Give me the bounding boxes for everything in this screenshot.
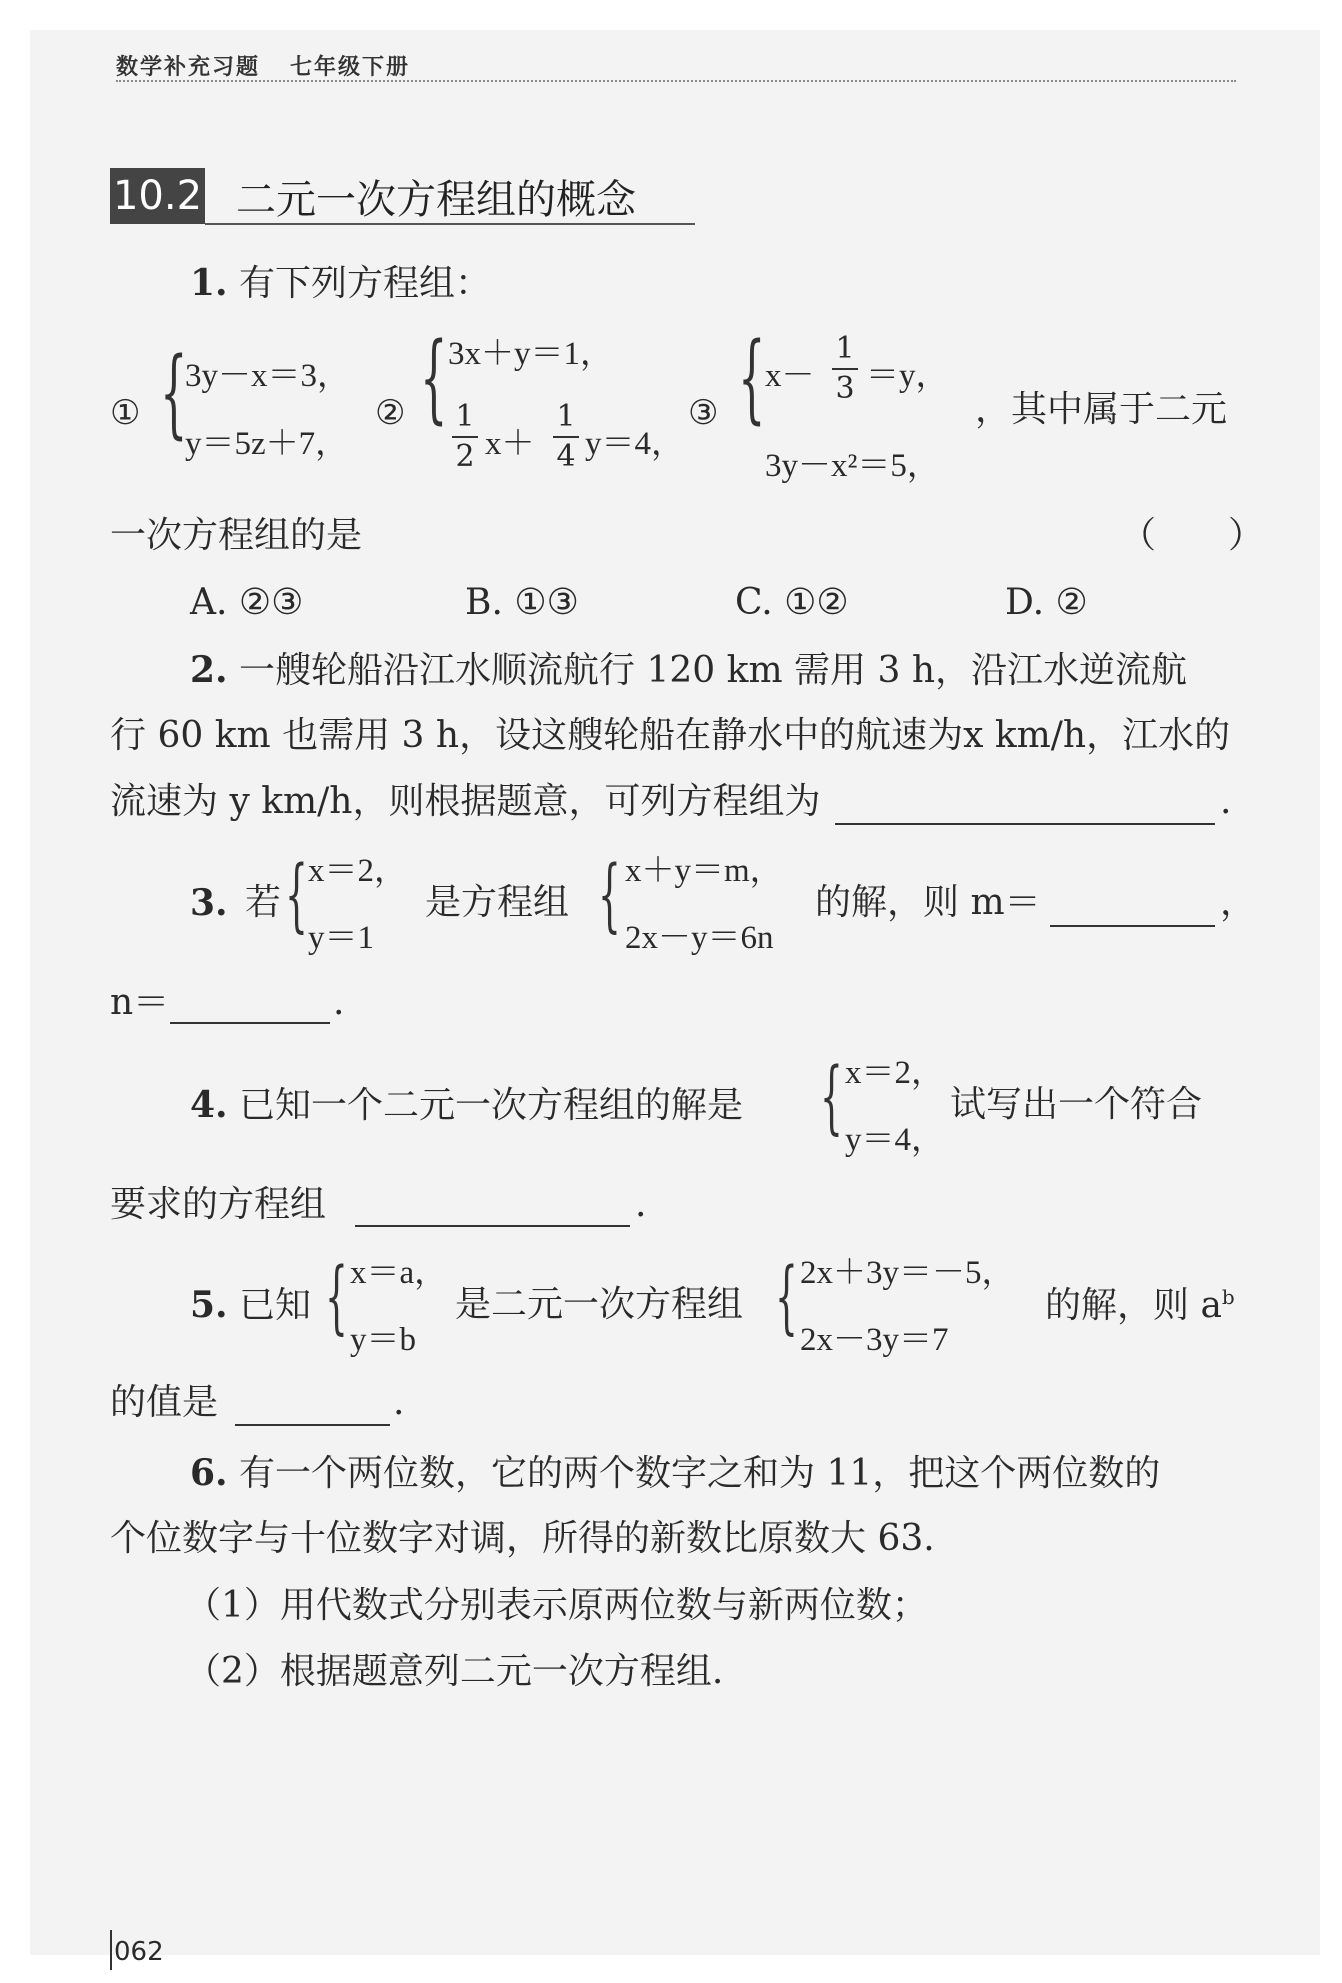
q1-mark-2: ② <box>375 393 406 433</box>
page-number-bar <box>110 1930 112 1970</box>
q2-line1: 2. 一艘轮船沿江水顺流航行 120 km 需用 3 h，沿江水逆流航 <box>190 649 1188 691</box>
q6-sub2: （2）根据题意列二元一次方程组. <box>185 1651 724 1692</box>
q6-sub1: （1）用代数式分别表示原两位数与新两位数； <box>185 1585 928 1626</box>
q4-brace: { <box>820 1050 843 1143</box>
q3-system2-eq2: 2x－y＝6n <box>625 920 774 956</box>
q2-line2: 行 60 km 也需用 3 h，设这艘轮船在静水中的航速为x km/h，江水的 <box>110 715 1231 756</box>
q1-system3-frac: 1 3 <box>832 334 858 404</box>
q5-brace-1: { <box>325 1250 348 1343</box>
q4-line2: 要求的方程组 <box>110 1184 327 1225</box>
q2-end: . <box>1220 781 1232 822</box>
q5-brace-2: { <box>775 1250 798 1343</box>
q6-line2: 个位数字与十位数字对调，所得的新数比原数大 63. <box>110 1518 935 1559</box>
q1-brace-3: { <box>738 322 766 434</box>
q1-option-b: B. ①③ <box>465 582 579 623</box>
q1-option-c: C. ①② <box>735 582 849 623</box>
q1-stem-tail: ，其中属于二元 <box>975 389 1228 430</box>
q3-m-blank[interactable] <box>1050 925 1215 927</box>
q3-comma: ， <box>1220 882 1257 923</box>
q1-mark-1: ① <box>110 393 141 433</box>
q3-system1-eq1: x＝2， <box>308 853 407 889</box>
header-divider <box>116 80 1236 82</box>
q2-number: 2. <box>190 649 228 691</box>
q1-system3-eq1-pre: x－ <box>765 358 815 394</box>
q1-system3-eq1-end: ＝y， <box>866 358 949 394</box>
q6-line1: 6. 有一个两位数，它的两个数字之和为 11，把这个两位数的 <box>190 1452 1161 1494</box>
q3-system1-eq2: y＝1 <box>308 920 374 956</box>
q1-system2-eq2-end: y＝4， <box>585 426 684 462</box>
q5-mid: 是二元一次方程组 <box>455 1284 744 1325</box>
section-title: 二元一次方程组的概念 <box>236 177 636 223</box>
q4-solution-x: x＝2， <box>845 1055 944 1091</box>
q3-ruo: 若 <box>245 882 282 923</box>
grade-label: 七年级下册 <box>290 55 411 80</box>
q5-system1-eq1: x＝a， <box>350 1255 448 1291</box>
q5-exponent: b <box>1221 1285 1235 1309</box>
q1-brace-1: { <box>160 337 188 449</box>
q1-system1-eq1: 3y－x＝3， <box>185 358 350 394</box>
q4-solution-y: y＝4， <box>845 1122 944 1158</box>
q4-tail: 试写出一个符合 <box>950 1084 1203 1125</box>
q4-line1: 4. 已知一个二元一次方程组的解是 <box>190 1084 744 1126</box>
section-number: 10.2 <box>110 168 205 224</box>
q1-system2-eq1: 3x＋y＝1， <box>448 336 613 372</box>
q5-system1-eq2: y＝b <box>350 1322 416 1358</box>
q1-brace-2: { <box>420 322 448 434</box>
q1-system3-eq2: 3y－x²＝5， <box>765 448 940 484</box>
q4-end: . <box>635 1184 647 1225</box>
q1-stem-text: 有下列方程组： <box>239 263 492 304</box>
q3-number: 3. <box>190 882 228 924</box>
q1-stem-line2: 一次方程组的是 <box>110 515 363 556</box>
q4-number: 4. <box>190 1084 228 1126</box>
page-number: 062 <box>114 1937 164 1967</box>
q5-line1: 5. 已知 <box>190 1284 312 1326</box>
book-title: 数学补充习题 <box>116 55 261 80</box>
q6-number: 6. <box>190 1452 228 1494</box>
q1-option-a: A. ②③ <box>190 582 304 623</box>
q5-tail: 的解，则 $a^b$ <box>1045 1285 1235 1326</box>
q1-answer-paren: （ ） <box>1120 515 1265 556</box>
q1-number: 1. <box>190 262 228 304</box>
q1-system2-frac1: 1 2 <box>452 402 478 472</box>
q1-mark-3: ③ <box>688 393 719 433</box>
running-header <box>116 50 410 81</box>
q3-tail: 的解，则 m＝ <box>815 882 1041 923</box>
q3-end: . <box>333 982 345 1023</box>
q5-answer-blank[interactable] <box>235 1424 390 1426</box>
q1-system1-eq2: y＝5z＋7， <box>185 426 349 462</box>
q3-mid: 是方程组 <box>425 882 570 923</box>
q2-answer-blank[interactable] <box>835 823 1215 825</box>
q1-stem <box>190 262 492 304</box>
q1-system2-x: x＋ <box>485 426 535 462</box>
q3-line2: n＝ <box>110 982 170 1023</box>
q1-option-d: D. ② <box>1005 582 1088 623</box>
q3-n-blank[interactable] <box>170 1022 330 1024</box>
q3-brace-2: { <box>598 848 621 941</box>
q5-end: . <box>393 1382 405 1423</box>
q4-answer-blank[interactable] <box>355 1225 630 1227</box>
q3-brace-1: { <box>285 848 308 941</box>
q3-system2-eq1: x＋y＝m， <box>625 853 783 889</box>
q5-system2-eq1: 2x＋3y＝－5， <box>800 1255 1015 1291</box>
q5-number: 5. <box>190 1284 228 1326</box>
q5-system2-eq2: 2x－3y＝7 <box>800 1322 949 1358</box>
q5-line2: 的值是 <box>110 1382 219 1423</box>
section-underline <box>205 223 695 225</box>
q1-system2-frac2: 1 4 <box>553 402 579 472</box>
q2-line3: 流速为 y km/h，则根据题意，可列方程组为 <box>110 781 821 822</box>
